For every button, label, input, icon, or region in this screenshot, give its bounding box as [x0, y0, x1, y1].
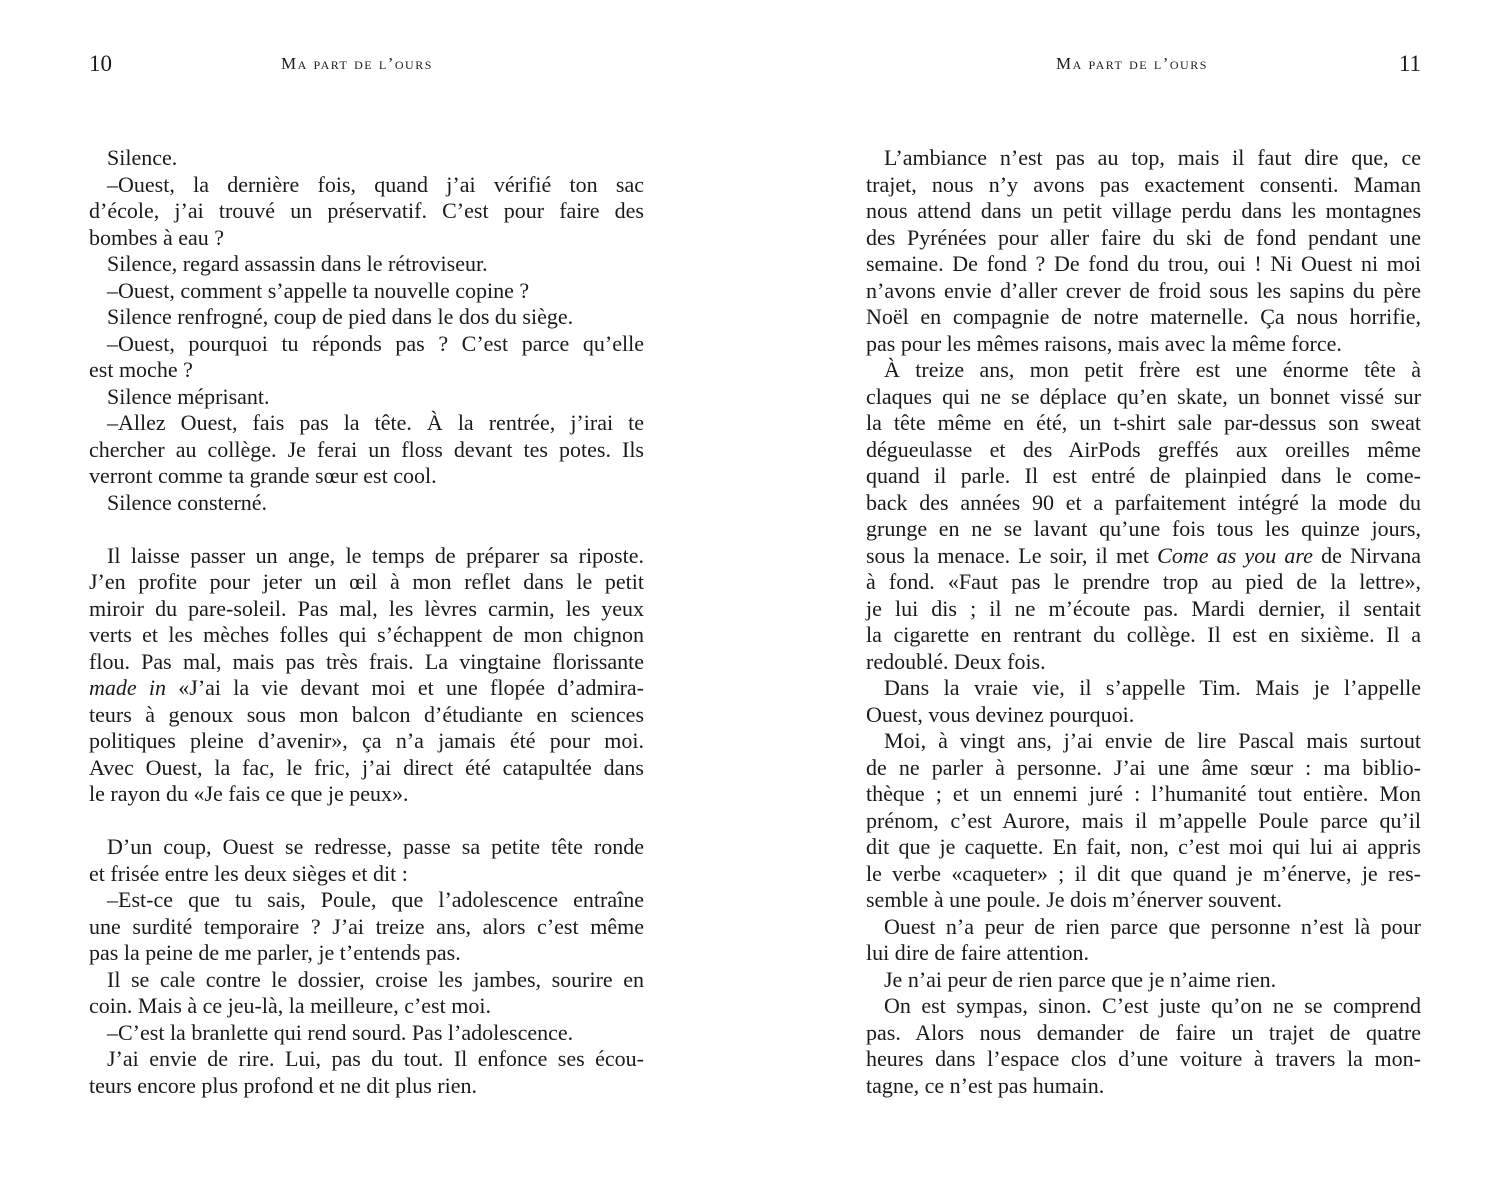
text-run: On est sympas, sinon. C’est juste qu’on ne se comprend — [884, 993, 1421, 1018]
paragraph-gap — [89, 516, 644, 543]
text-line — [866, 728, 1421, 755]
text-line — [89, 251, 644, 278]
text-line — [866, 172, 1421, 199]
text-line — [89, 225, 644, 252]
text-line — [89, 993, 644, 1020]
text-run: nous attend dans un petit village perdu dans les montagnes — [866, 198, 1421, 223]
text-run: semble à une poule. Je dois m’énerver souvent. — [866, 887, 1283, 912]
text-run: Dans la vraie vie, il s’appelle Tim. Mais je l’appelle — [884, 675, 1421, 700]
text-run: coin. Mais à ce jeu-là, la meilleure, c’est moi. — [89, 993, 491, 1018]
text-run: prénom, c’est Aurore, mais il m’appelle Poule parce qu’il — [866, 807, 1421, 833]
text-line — [866, 781, 1421, 808]
text-line — [866, 834, 1421, 861]
text-line — [89, 702, 644, 729]
text-run: politiques pleine d’avenir», ça n’a jamais été pour moi. — [89, 728, 644, 753]
text-run: dit que je caquette. En fait, non, c’est moi qui lui ai appris — [866, 834, 1421, 859]
text-run: Silence renfrogné, coup de pied dans le dos du siège. — [107, 304, 574, 329]
text-run: verront comme ta grande sœur est cool. — [89, 463, 437, 488]
text-line — [866, 808, 1421, 835]
text-run: la tête même en été, un t-shirt sale par-dessus son sweat — [866, 410, 1421, 435]
text-run: heures dans l’espace clos d’une voiture à travers la mon- — [866, 1046, 1421, 1071]
text-run: Silence consterné. — [107, 489, 268, 515]
text-run: Ouest n’a peur de rien parce que personne n’est là pour — [884, 913, 1421, 939]
text-line — [866, 463, 1421, 490]
text-run: D’un coup, Ouest se redresse, passe sa petite tête ronde — [107, 834, 644, 859]
text-line — [866, 278, 1421, 305]
text-line — [866, 940, 1421, 967]
text-run: tagne, ce n’est pas humain. — [866, 1072, 1105, 1098]
text-line — [866, 887, 1421, 914]
text-run: Noël en compagnie de notre maternelle. Ça nous horrifie, — [866, 304, 1421, 329]
text-run: sous la menace. Le soir, il met — [866, 542, 1158, 568]
text-run: redoublé. Deux fois. — [866, 648, 1046, 674]
text-line — [89, 331, 644, 358]
text-line — [866, 702, 1421, 729]
text-line — [866, 384, 1421, 411]
text-line — [866, 543, 1421, 570]
text-run: semaine. De fond ? De fond du trou, oui ! Ni Ouest ni moi — [866, 251, 1421, 276]
text-run: quand il parle. Il est entré de plainpied dans le come- — [866, 463, 1421, 488]
text-line — [89, 278, 644, 305]
text-run: de ne parler à personne. J’ai une âme sœur : ma biblio- — [866, 754, 1421, 780]
text-run: –Ouest, la dernière fois, quand j’ai vérifié ton sac — [107, 171, 644, 197]
text-line — [89, 940, 644, 967]
text-run: Moi, à vingt ans, j’ai envie de lire Pascal mais surtout — [884, 728, 1421, 753]
text-line — [866, 649, 1421, 676]
text-run: la cigarette en rentrant du collège. Il est en sixième. Il a — [866, 622, 1421, 647]
text-run: J’ai envie de rire. Lui, pas du tout. Il enfonce ses écou- — [107, 1046, 644, 1071]
text-run: à fond. «Faut pas le prendre trop au pied de la lettre», — [866, 569, 1421, 594]
text-run: claques qui ne se déplace qu’en skate, un bonnet vissé sur — [866, 383, 1421, 409]
text-run: chercher au collège. Je ferai un floss devant tes potes. Ils — [89, 436, 644, 462]
text-run: teurs encore plus profond et ne dit plus rien. — [89, 1072, 477, 1098]
text-line — [866, 1020, 1421, 1047]
text-line — [89, 543, 644, 570]
page-number: 11 — [1398, 51, 1421, 76]
left-page — [89, 0, 644, 1200]
text-run: dégueulasse et des AirPods greffés aux oreilles même — [866, 436, 1421, 462]
text-line — [89, 755, 644, 782]
page-number: 10 — [89, 51, 112, 76]
running-head: Ma part de l’ours — [1056, 54, 1208, 73]
text-run: flou. Pas mal, mais pas très frais. La vingtaine florissante — [89, 648, 644, 674]
text-line — [89, 967, 644, 994]
text-run: –Ouest, comment s’appelle ta nouvelle copine ? — [107, 277, 530, 303]
text-line — [89, 781, 644, 808]
body-text — [866, 145, 1421, 1099]
text-run: d’école, j’ai trouvé un préservatif. C’est pour faire des — [89, 198, 644, 223]
text-line — [866, 569, 1421, 596]
text-line — [89, 887, 644, 914]
text-run: le rayon du «Je fais ce que je peux». — [89, 781, 409, 806]
text-run: Il se cale contre le dossier, croise les jambes, sourire en — [107, 966, 644, 992]
text-run: trajet, nous n’y avons pas exactement consenti. Maman — [866, 171, 1421, 197]
text-line — [866, 490, 1421, 517]
text-line — [89, 463, 644, 490]
text-run: Silence méprisant. — [107, 383, 270, 409]
text-line — [89, 596, 644, 623]
text-run: Silence. — [107, 145, 178, 170]
text-line — [866, 993, 1421, 1020]
text-line — [89, 304, 644, 331]
text-run: –Ouest, pourquoi tu réponds pas ? C’est parce qu’elle — [107, 330, 644, 356]
text-line — [89, 1020, 644, 1047]
text-line — [89, 569, 644, 596]
text-run: pas. Alors nous demander de faire un trajet de quatre — [866, 1019, 1421, 1045]
text-run: pas pour les mêmes raisons, mais avec la même force. — [866, 330, 1342, 356]
text-line — [866, 225, 1421, 252]
text-line — [89, 649, 644, 676]
text-run: Avec Ouest, la fac, le fric, j’ai direct été catapultée dans — [89, 754, 644, 780]
text-run: thèque ; et un ennemi juré : l’humanité tout entière. Mon — [866, 781, 1421, 806]
body-text — [89, 145, 644, 1099]
text-line — [866, 198, 1421, 225]
text-run: «J’ai la vie devant moi et une flopée d’admira- — [178, 675, 644, 700]
text-line — [89, 172, 644, 199]
text-line — [866, 410, 1421, 437]
text-run: –Est-ce que tu sais, Poule, que l’adolescence entraîne — [107, 887, 644, 912]
text-line — [866, 145, 1421, 172]
text-line — [866, 1073, 1421, 1100]
text-run: Silence, regard assassin dans le rétroviseur. — [107, 251, 488, 276]
italic-text: Come as you are — [1157, 542, 1313, 568]
text-line — [866, 755, 1421, 782]
text-line — [89, 410, 644, 437]
text-line — [89, 490, 644, 517]
text-run: Il laisse passer un ange, le temps de préparer sa riposte. — [107, 542, 644, 568]
text-line — [866, 622, 1421, 649]
text-run: À treize ans, mon petit frère est une énorme tête à — [884, 357, 1421, 382]
text-line — [866, 304, 1421, 331]
italic-text: made in — [89, 675, 167, 700]
text-line — [866, 357, 1421, 384]
text-run: une surdité temporaire ? J’ai treize ans, alors c’est même — [89, 913, 644, 939]
text-run: de Nirvana — [1321, 542, 1421, 568]
text-line — [866, 331, 1421, 358]
running-head: Ma part de l’ours — [281, 54, 433, 73]
text-run: verts et les mèches folles qui s’échappent de mon chignon — [89, 622, 644, 647]
text-run: n’avons envie d’aller crever de froid sous les sapins du père — [866, 277, 1421, 303]
text-line — [89, 384, 644, 411]
text-line — [866, 596, 1421, 623]
text-run: L’ambiance n’est pas au top, mais il faut dire que, ce — [884, 145, 1421, 170]
text-run: est moche ? — [89, 357, 193, 382]
text-run: Ouest, vous devinez pourquoi. — [866, 701, 1135, 727]
paragraph-gap — [89, 808, 644, 835]
text-run: le verbe «caqueter» ; il dit que quand je m’énerve, je res- — [866, 860, 1421, 886]
text-line — [89, 834, 644, 861]
text-line — [866, 251, 1421, 278]
text-line — [866, 861, 1421, 888]
text-line — [866, 516, 1421, 543]
text-run: bombes à eau ? — [89, 224, 224, 250]
text-line — [89, 728, 644, 755]
text-line — [89, 861, 644, 888]
text-line — [89, 622, 644, 649]
text-run: des Pyrénées pour aller faire du ski de fond pendant une — [866, 224, 1421, 250]
text-line — [866, 675, 1421, 702]
text-run: –C’est la branlette qui rend sourd. Pas l’adolescence. — [107, 1019, 574, 1045]
text-line — [89, 437, 644, 464]
text-run: Je n’ai peur de rien parce que je n’aime rien. — [884, 966, 1277, 992]
text-run: teurs à genoux sous mon balcon d’étudiante en sciences — [89, 701, 644, 727]
text-line — [89, 145, 644, 172]
text-line — [89, 198, 644, 225]
text-run: et frisée entre les deux sièges et dit : — [89, 860, 408, 886]
text-run: grunge en ne se lavant qu’une fois tous les quinze jours, — [866, 516, 1421, 541]
text-run: –Allez Ouest, fais pas la tête. À la rentrée, j’irai te — [107, 410, 644, 435]
text-line — [866, 1046, 1421, 1073]
text-line — [89, 1046, 644, 1073]
text-line — [89, 914, 644, 941]
text-run: J’en profite pour jeter un œil à mon reflet dans le petit — [89, 569, 644, 594]
text-line — [866, 914, 1421, 941]
text-line — [89, 675, 644, 702]
text-run: pas la peine de me parler, je t’entends pas. — [89, 940, 461, 965]
text-line — [866, 437, 1421, 464]
text-line — [89, 357, 644, 384]
text-run: je lui dis ; il ne m’écoute pas. Mardi dernier, il sentait — [866, 595, 1421, 621]
text-line — [89, 1073, 644, 1100]
text-run: back des années 90 et a parfaitement intégré la mode du — [866, 489, 1421, 515]
text-run: lui dire de faire attention. — [866, 940, 1089, 965]
text-run: miroir du pare-soleil. Pas mal, les lèvres carmin, les yeux — [89, 595, 644, 621]
text-line — [866, 967, 1421, 994]
right-page — [866, 0, 1421, 1200]
